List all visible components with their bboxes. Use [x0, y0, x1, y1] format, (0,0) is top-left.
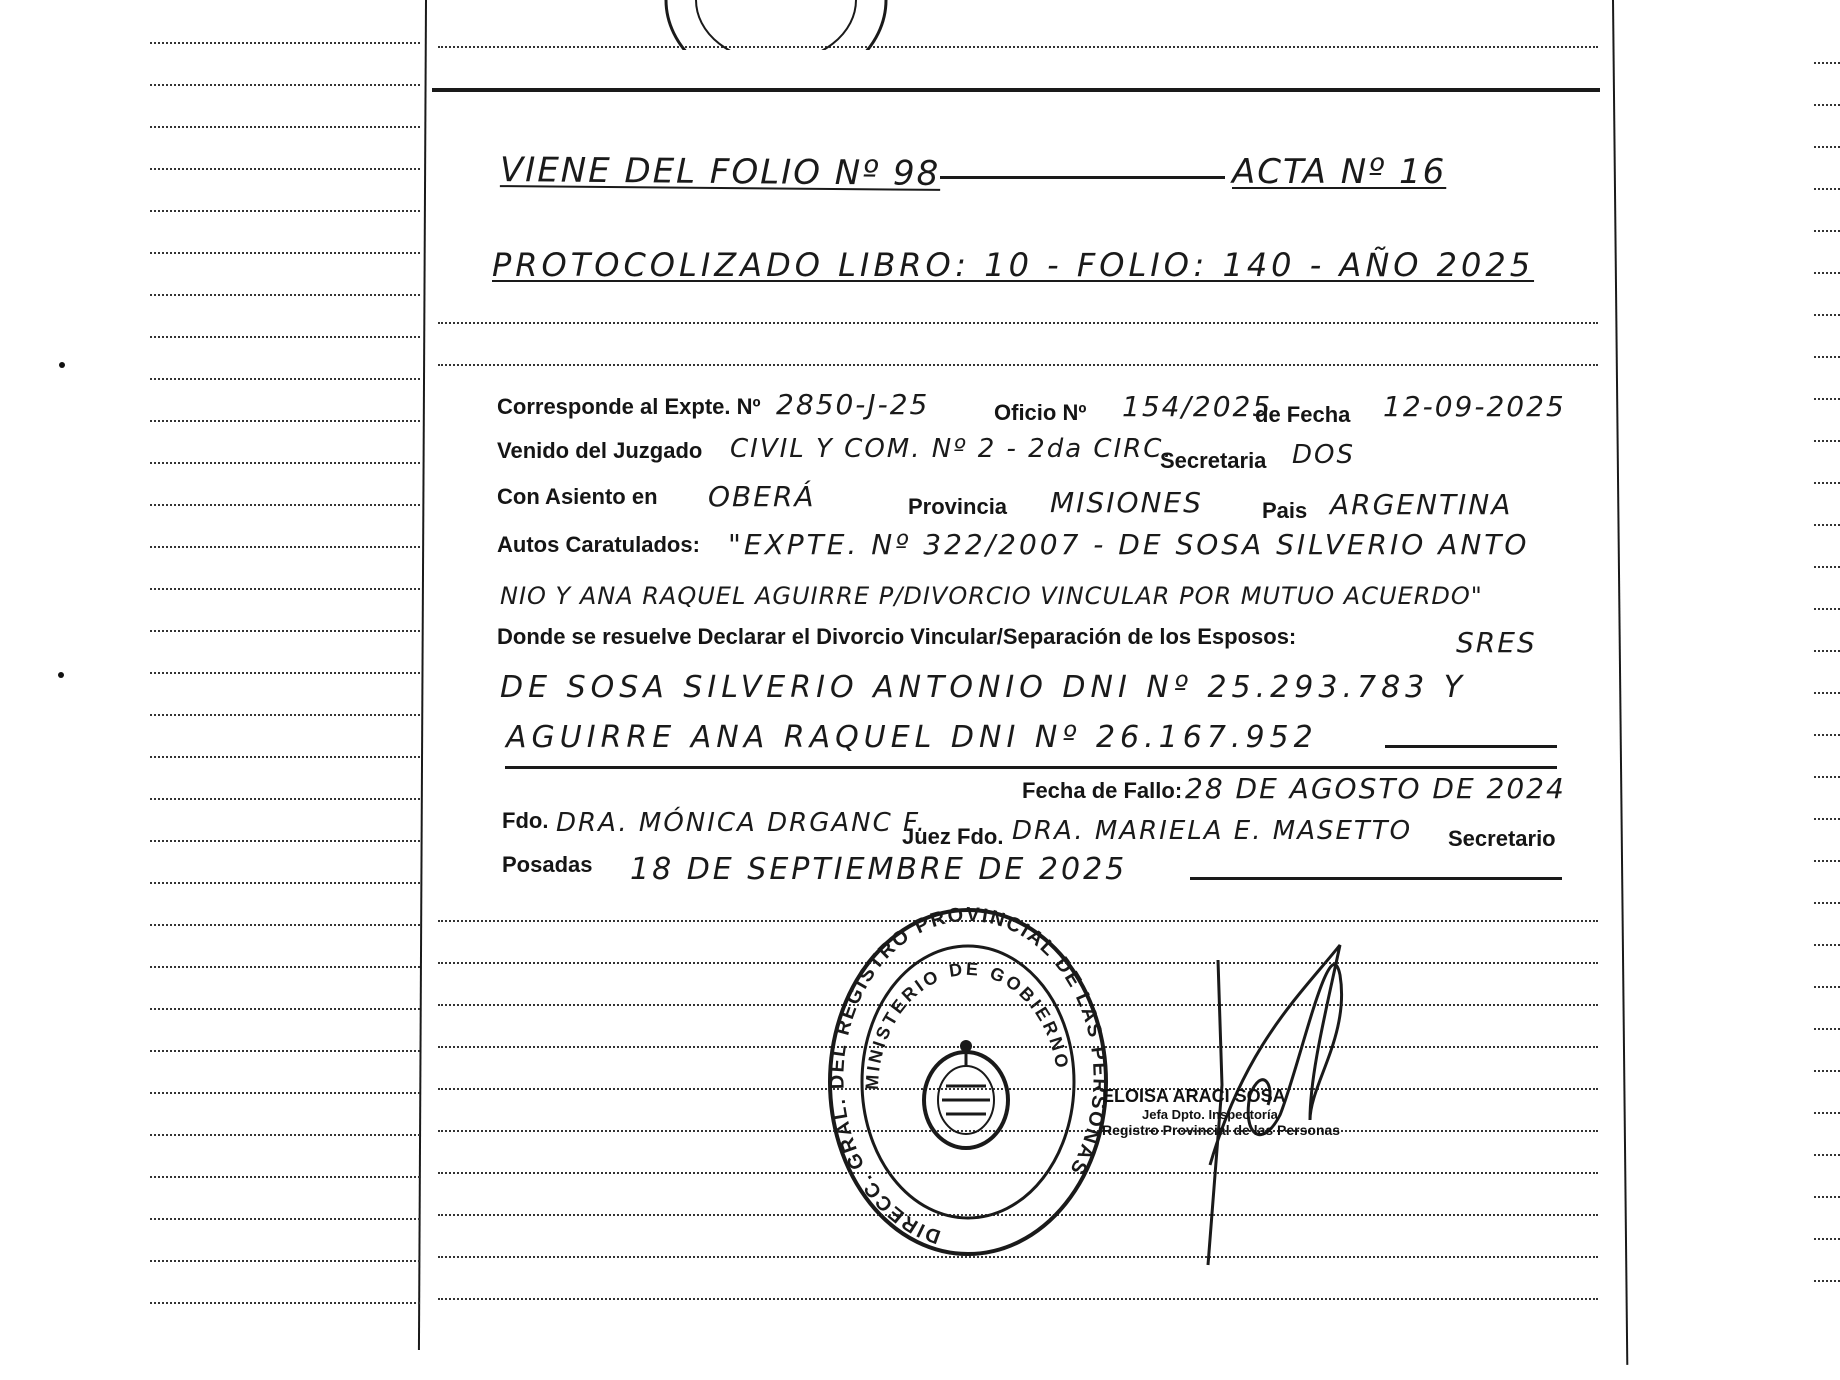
fecha-emision: 18 DE SEPTIEMBRE DE 2025 [630, 852, 1128, 887]
left-rule-line [150, 1092, 420, 1094]
signer-name: ELOISA ARACI SOSA [1102, 1086, 1286, 1106]
left-rule-line [150, 714, 420, 716]
left-rule-line [150, 630, 420, 632]
right-rule-line [1814, 1196, 1840, 1198]
left-rule-line [150, 1050, 420, 1052]
header-divider [432, 88, 1600, 92]
left-margin-rule [418, 0, 427, 1350]
seal-outer-text: DIRECC. GRAL. DEL REGISTRO PROVINCIAL DE LAS PERSONAS [826, 903, 1111, 1248]
right-rule-line [1814, 398, 1840, 400]
label-asiento: Con Asiento en [497, 484, 658, 509]
left-rule-line [150, 882, 420, 884]
protocolizado-line: PROTOCOLIZADO LIBRO: 10 - FOLIO: 140 - AÑO 2025 [492, 246, 1535, 284]
right-rule-line [1814, 272, 1840, 274]
coat-of-arms-icon [924, 1040, 1008, 1148]
right-rule-line [1814, 1028, 1840, 1030]
scan-speck [58, 672, 64, 678]
label-resuelve: Donde se resuelve Declarar el Divorcio Vincular/Separación de los Esposos: [497, 624, 1297, 649]
main-rule-line [438, 322, 1598, 324]
label-pais: Pais [1262, 498, 1308, 523]
pais-value: ARGENTINA [1330, 488, 1513, 521]
main-rule-line [438, 46, 1598, 48]
left-rule-line [150, 1134, 420, 1136]
label-provincia: Provincia [908, 494, 1008, 519]
right-rule-line [1814, 650, 1840, 652]
label-oficio: Oficio Nº [994, 400, 1087, 425]
right-rule-line [1814, 188, 1840, 190]
top-seal-fragment [656, 0, 896, 50]
right-rule-line [1814, 1154, 1840, 1156]
emision-dash-line [1190, 877, 1562, 880]
label-secretaria: Secretaria [1160, 448, 1267, 473]
svg-text:MINISTERIO DE GOBIERNO [862, 959, 1073, 1091]
signer-title: Jefa Dpto. Inspectoría [1142, 1107, 1278, 1122]
right-rule-line [1814, 986, 1840, 988]
juez-value: DRA. MÓNICA DRGANC F. [556, 808, 927, 838]
left-rule-line [150, 462, 420, 464]
oficio-fecha: 12-09-2025 [1383, 390, 1566, 423]
right-rule-line [1814, 776, 1840, 778]
left-rule-line [150, 504, 420, 506]
right-rule-line [1814, 1112, 1840, 1114]
oficio-number: 154/2025 [1122, 390, 1273, 423]
right-rule-line [1814, 230, 1840, 232]
right-rule-line [1814, 1070, 1840, 1072]
esposos-line-1: DE SOSA SILVERIO ANTONIO DNI Nº 25.293.783 Y [500, 670, 1468, 705]
left-rule-line [150, 798, 420, 800]
signer-org: Registro Provincial de las Personas [1102, 1122, 1341, 1138]
esposos-line-2: AGUIRRE ANA RAQUEL DNI Nº 26.167.952 [506, 720, 1318, 755]
left-rule-line [150, 1302, 420, 1304]
right-rule-line [1814, 902, 1840, 904]
asiento-value: OBERÁ [708, 480, 816, 513]
right-rule-line [1814, 62, 1840, 64]
label-juzgado: Venido del Juzgado [497, 438, 703, 463]
right-rule-line [1814, 860, 1840, 862]
fallo-value: 28 DE AGOSTO DE 2024 [1185, 772, 1566, 805]
left-rule-line [150, 336, 420, 338]
left-rule-line [150, 1008, 420, 1010]
right-rule-line [1814, 104, 1840, 106]
provincia-value: MISIONES [1050, 486, 1203, 519]
esposos-prefix: SRES [1456, 626, 1537, 659]
left-rule-line [150, 168, 420, 170]
autos-line-2: NIO Y ANA RAQUEL AGUIRRE P/DIVORCIO VINCULAR POR MUTUO ACUERDO" [500, 582, 1483, 610]
left-rule-line [150, 252, 420, 254]
label-autos: Autos Caratulados: [497, 532, 700, 557]
label-fdo-juez: Fdo. [502, 808, 549, 833]
left-rule-line [150, 756, 420, 758]
right-rule-line [1814, 1238, 1840, 1240]
right-rule-line [1814, 608, 1840, 610]
right-rule-line [1814, 734, 1840, 736]
fallo-dash-line [505, 766, 1557, 769]
acta-number: ACTA Nº 16 [1232, 152, 1447, 192]
left-rule-line [150, 1218, 420, 1220]
right-rule-line [1814, 314, 1840, 316]
label-juez: Juez Fdo. [902, 824, 1004, 849]
left-rule-line [150, 924, 420, 926]
signature-block [1102, 1086, 1422, 1138]
seal-inner-text: MINISTERIO DE GOBIERNO [861, 958, 1073, 1091]
esposos-dash-line [1385, 745, 1557, 748]
right-rule-line [1814, 818, 1840, 820]
expte-number: 2850-J-25 [776, 388, 930, 421]
main-rule-line [438, 364, 1598, 366]
left-rule-line [150, 840, 420, 842]
left-rule-line [150, 420, 420, 422]
left-rule-line [150, 1176, 420, 1178]
scan-speck [59, 362, 65, 368]
right-rule-line [1814, 440, 1840, 442]
right-rule-line [1814, 944, 1840, 946]
right-rule-line [1814, 566, 1840, 568]
left-rule-line [150, 966, 420, 968]
juzgado-value: CIVIL Y COM. Nº 2 - 2da CIRC. [730, 434, 1174, 464]
right-rule-line [1814, 146, 1840, 148]
label-secretario: Secretario [1448, 826, 1556, 851]
autos-line-1: "EXPTE. Nº 322/2007 - DE SOSA SILVERIO ANTO [728, 528, 1530, 561]
right-rule-line [1814, 692, 1840, 694]
left-rule-line [150, 126, 420, 128]
right-rule-line [1814, 356, 1840, 358]
official-seal [818, 900, 1118, 1270]
left-rule-line [150, 672, 420, 674]
header-dash-line [940, 176, 1225, 179]
right-rule-line [1814, 524, 1840, 526]
right-rule-line [1814, 482, 1840, 484]
right-rule-line [1814, 1280, 1840, 1282]
label-lugar: Posadas [502, 852, 593, 877]
left-rule-line [150, 84, 420, 86]
secretario-value: DRA. MARIELA E. MASETTO [1012, 816, 1413, 846]
left-rule-line [150, 1260, 420, 1262]
viene-folio-line: VIENE DEL FOLIO Nº 98 [499, 150, 941, 194]
left-rule-line [150, 294, 420, 296]
left-rule-line [150, 378, 420, 380]
secretaria-value: DOS [1292, 440, 1355, 470]
right-margin-rule [1612, 0, 1628, 1365]
left-rule-line [150, 588, 420, 590]
label-fallo: Fecha de Fallo: [1022, 778, 1183, 803]
label-fecha: de Fecha [1255, 402, 1351, 427]
main-rule-line [438, 1298, 1598, 1300]
left-rule-line [150, 210, 420, 212]
left-rule-line [150, 546, 420, 548]
left-rule-line [150, 42, 420, 44]
label-expte: Corresponde al Expte. Nº [497, 394, 761, 419]
